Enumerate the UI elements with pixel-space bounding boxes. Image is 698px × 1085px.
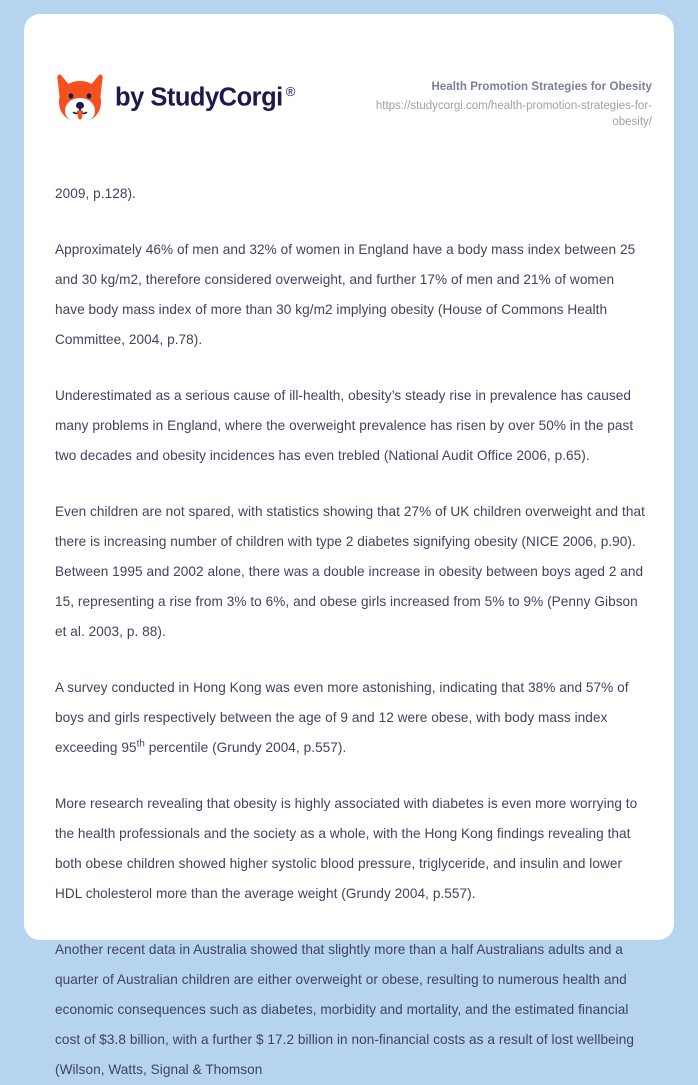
registered-trademark-icon: ®	[285, 84, 295, 99]
ordinal-suffix: th	[136, 738, 145, 750]
source-url[interactable]: https://studycorgi.com/health-promotion-strategies-for-obesity/	[375, 99, 652, 129]
paragraph: Approximately 46% of men and 32% of women in England have a body mass index between 25 and 30 kg/m2, therefore considered overweight, and further 17% of men and 21% of women have body mass index of more than 30 kg/m2 implying obesity (House of Commons Health Committee, 2004, p.78).	[55, 241, 636, 347]
paragraph-text-lead: A survey conducted in Hong Kong was even more astonishing, indicating that 38% and 57% of boys and girls respectively between the age of 9 and 12 were obese, with body mass index exceeding 95	[55, 679, 629, 755]
paragraph: Another recent data in Australia showed that slightly more than a half Australians adults and a quarter of Australian children are either overweight or obese, resulting to numerous health and economic consequences such as diabetes, morbidity and mortality, and the estimated financial cost of $3.8 billion, with a further $ 17.2 billion in non-financial costs as a result of lost wellbeing (Wilson, Watts, Signal & Thomson	[55, 941, 635, 1077]
paragraph: 2009, p.128).	[55, 185, 136, 201]
document-meta	[362, 72, 652, 131]
page-title: Health Promotion Strategies for Obesity	[431, 81, 652, 93]
document-page	[24, 14, 674, 1077]
brand-wordmark	[115, 85, 295, 111]
page-header	[24, 14, 674, 131]
corgi-logo-icon	[55, 72, 105, 124]
paragraph: More research revealing that obesity is highly associated with diabetes is even more worrying to the health professionals and the society as a whole, with the Hong Kong findings revealing that both obese children showed higher systolic blood pressure, triglyceride, and insulin and lower HDL cholesterol more than the average weight (Grundy 2004, p.557).	[55, 795, 638, 901]
paragraph-text-tail: percentile (Grundy 2004, p.557).	[144, 739, 347, 755]
document-body	[24, 179, 674, 1085]
brand-name-text: by StudyCorgi	[115, 83, 283, 112]
paragraph	[55, 673, 645, 763]
brand-lockup	[55, 72, 295, 124]
paragraph: Even children are not spared, with statistics showing that 27% of UK children overweight and that there is increasing number of children with type 2 diabetes signifying obesity (NICE 2006, p.90). Between 1995 and 2002 alone, there was a double increase in obesity between boys aged 2 and 15, representing a rise from 3% to 6%, and obese girls increased from 5% to 9% (Penny Gibson et al. 2003, p. 88).	[55, 503, 645, 639]
paragraph: Underestimated as a serious cause of ill-health, obesity’s steady rise in prevalence has caused many problems in England, where the overweight prevalence has risen by over 50% in the past two decades and obesity incidences has even trebled (National Audit Office 2006, p.65).	[55, 387, 634, 463]
